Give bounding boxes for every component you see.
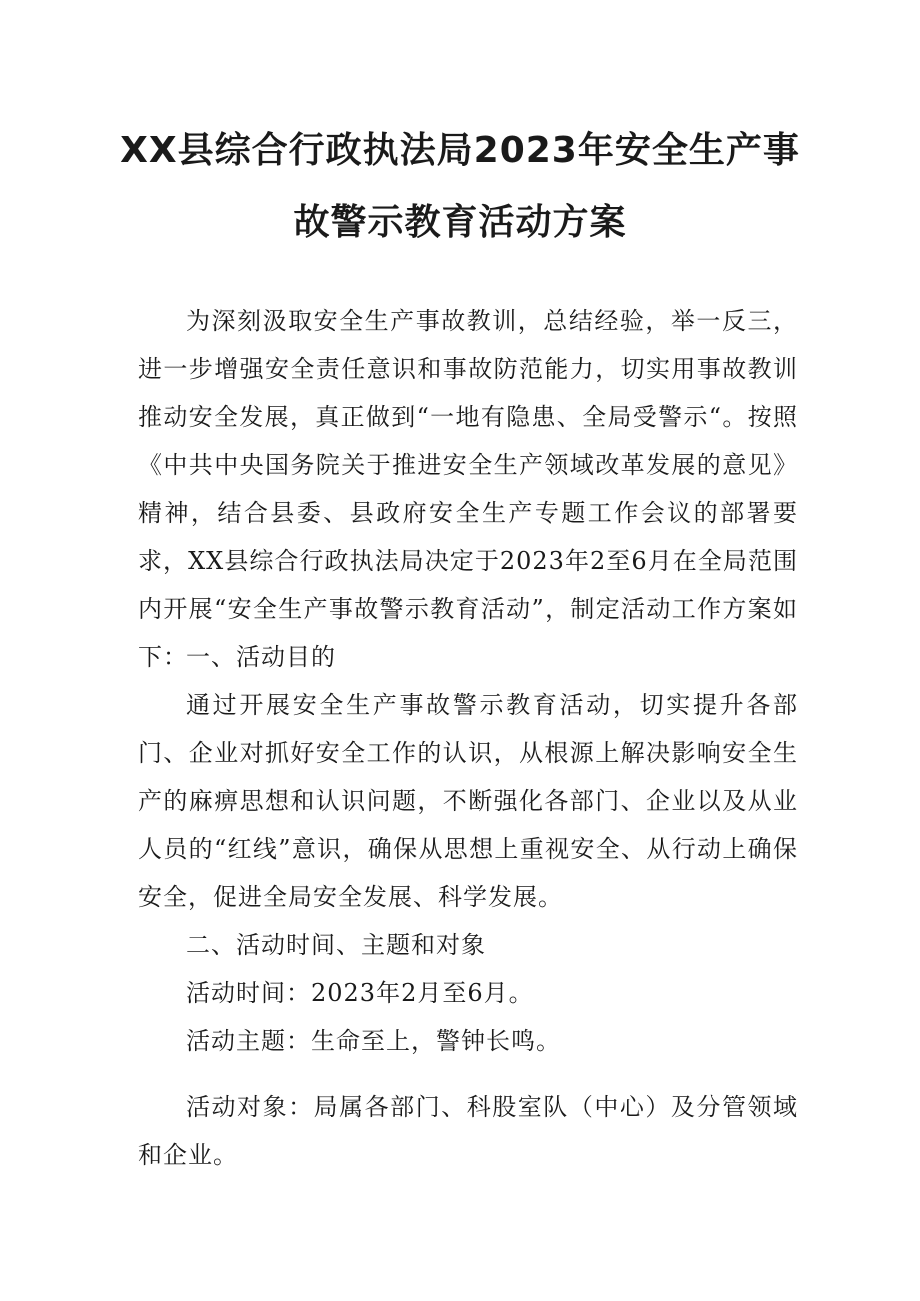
activity-time: 活动时间：2023年2月至6月。 [186,979,534,1007]
activity-theme: 活动主题：生命至上，警钟长鸣。 [186,1027,561,1055]
document-title-line-2: 故警示教育活动方案 [293,202,627,243]
section-1-body: 通过开展安全生产事故警示教育活动，切实提升各部门、企业对抓好安全工作的认识，从根源上解决影响安全生产的麻痹思想和认识问题，不断强化各部门、企业以及从业人员的“红线”意识，确保从思想上重视安全、从行动上确保安全，促进全局安全发展、科学发展。 [138,691,798,911]
activity-target: 活动对象：局属各部门、科股室队（中心）及分管领域和企业。 [138,1093,798,1169]
document-title-line-1: XX县综合行政执法局2023年安全生产事 [120,130,800,171]
section-2-heading: 二、活动时间、主题和对象 [186,931,486,959]
section-1-heading: 一、活动目的 [186,643,336,671]
intro-paragraph: 为深刻汲取安全生产事故教训，总结经验，举一反三，进一步增强安全责任意识和事故防范能力，切实用事故教训推动安全发展，真正做到“一地有隐患、全局受警示“。按照《中共中央国务院关于推进安全生产领域改革发展的意见》精神，结合县委、县政府安全生产专题工作会议的部署要求，XX县综合行政执法局决定于2023年2至6月在全局范围内开展“安全生产事故警示教育活动”，制定活动工作方案如下： [138,307,798,671]
